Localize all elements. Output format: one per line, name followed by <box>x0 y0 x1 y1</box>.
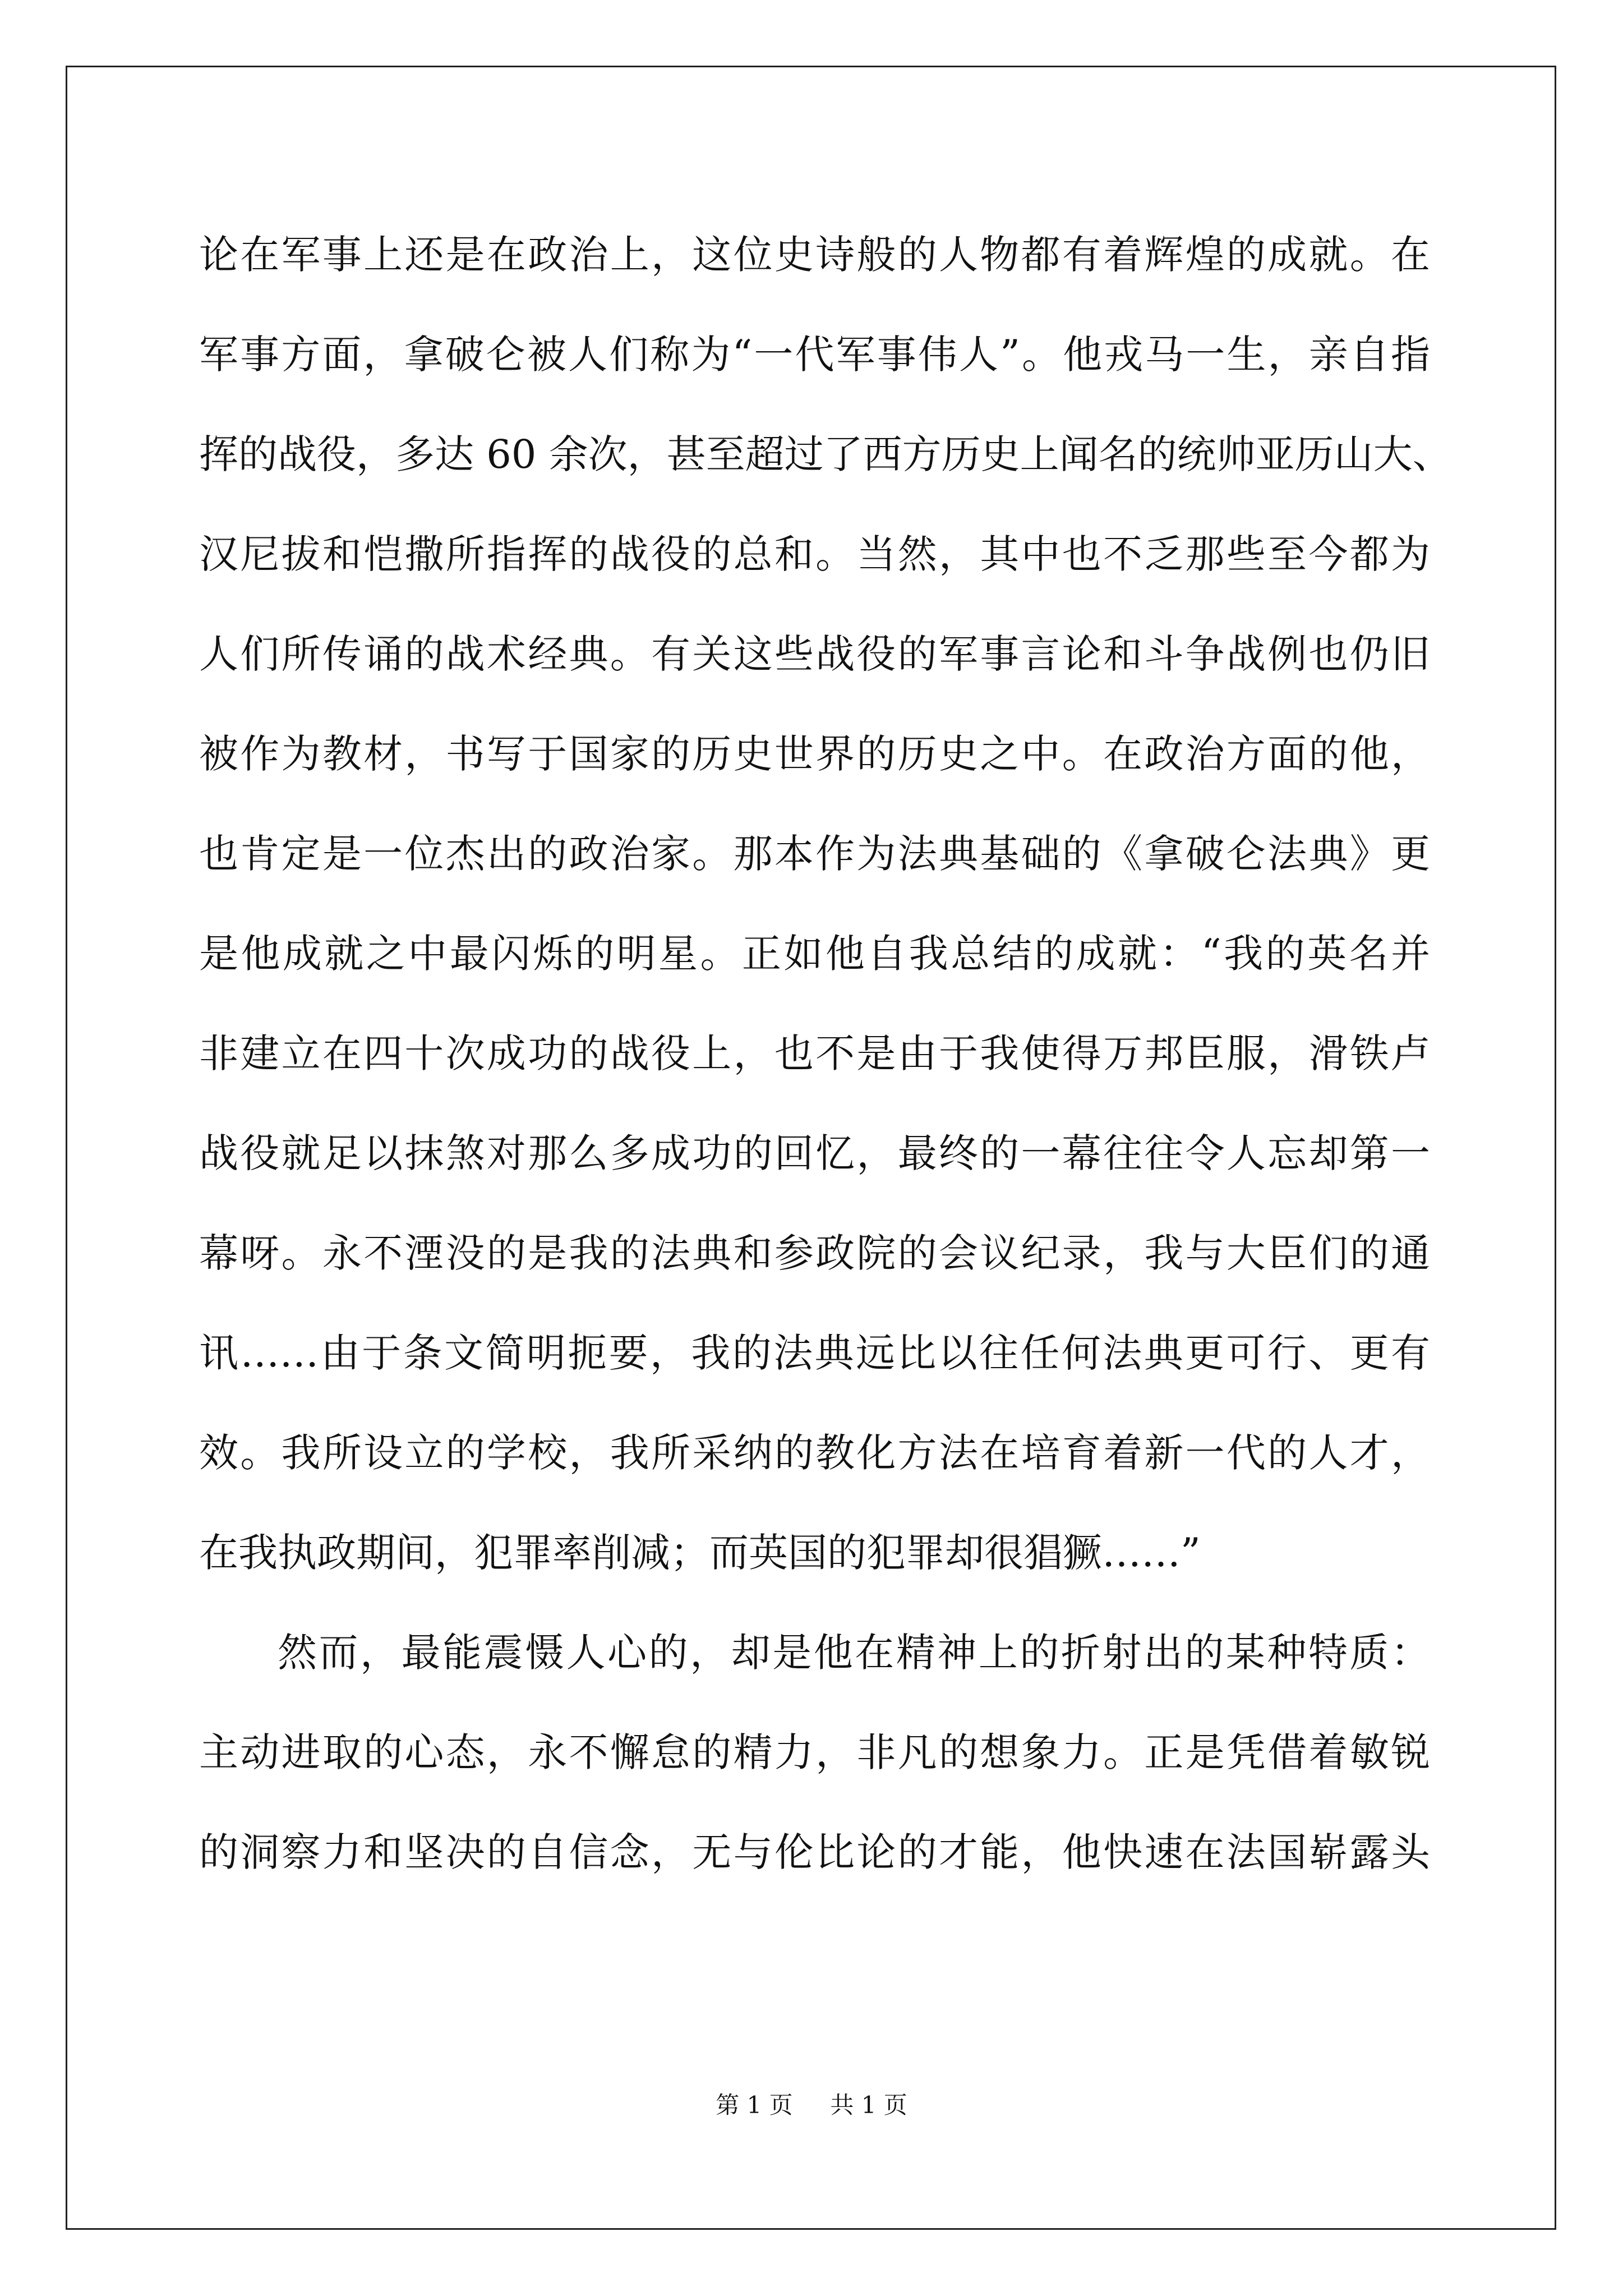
text-line-13: 效。我所设立的学校，我所采纳的教化方法在培育着新一代的人才， <box>199 1430 1430 1476</box>
text-line-12: 讯……由于条文简明扼要，我的法典远比以往任何法典更可行、更有 <box>199 1330 1430 1376</box>
text-line-4: 汉尼拔和恺撒所指挥的战役的总和。当然，其中也不乏那些至今都为 <box>199 531 1430 577</box>
page-total: 共 1 页 <box>830 2091 907 2119</box>
text-line-3: 挥的战役，多达 60 余次，甚至超过了西方历史上闻名的统帅亚历山大、 <box>199 431 1452 477</box>
text-line-11: 幕呀。永不湮没的是我的法典和参政院的会议纪录，我与大臣们的通 <box>199 1230 1430 1276</box>
text-line-2: 军事方面，拿破仑被人们称为“一代军事伟人”。他戎马一生，亲自指 <box>199 332 1430 378</box>
text-line-16: 主动进取的心态，永不懈怠的精力，非凡的想象力。正是凭借着敏锐 <box>199 1729 1430 1775</box>
text-line-7: 也肯定是一位杰出的政治家。那本作为法典基础的《拿破仑法典》更 <box>199 831 1430 877</box>
page-footer <box>0 2087 1623 2120</box>
page-number: 第 1 页 <box>716 2091 793 2119</box>
text-line-10: 战役就足以抹煞对那么多成功的回忆，最终的一幕往往令人忘却第一 <box>199 1130 1430 1176</box>
text-line-6: 被作为教材，书写于国家的历史世界的历史之中。在政治方面的他， <box>199 731 1430 777</box>
text-line-1: 论在军事上还是在政治上，这位史诗般的人物都有着辉煌的成就。在 <box>199 232 1430 278</box>
text-line-15: 然而，最能震慑人心的，却是他在精神上的折射出的某种特质： <box>278 1630 1430 1676</box>
text-line-17: 的洞察力和坚决的自信念，无与伦比论的才能，他快速在法国崭露头 <box>199 1829 1430 1875</box>
text-line-9: 非建立在四十次成功的战役上，也不是由于我使得万邦臣服，滑铁卢 <box>199 1030 1430 1076</box>
text-line-14: 在我执政期间，犯罪率削减；而英国的犯罪却很猖獗……” <box>199 1530 1201 1576</box>
text-line-8: 是他成就之中最闪烁的明星。正如他自我总结的成就：“我的英名并 <box>199 931 1430 977</box>
document-body <box>199 205 1452 1902</box>
text-line-5: 人们所传诵的战术经典。有关这些战役的军事言论和斗争战例也仍旧 <box>199 631 1430 677</box>
